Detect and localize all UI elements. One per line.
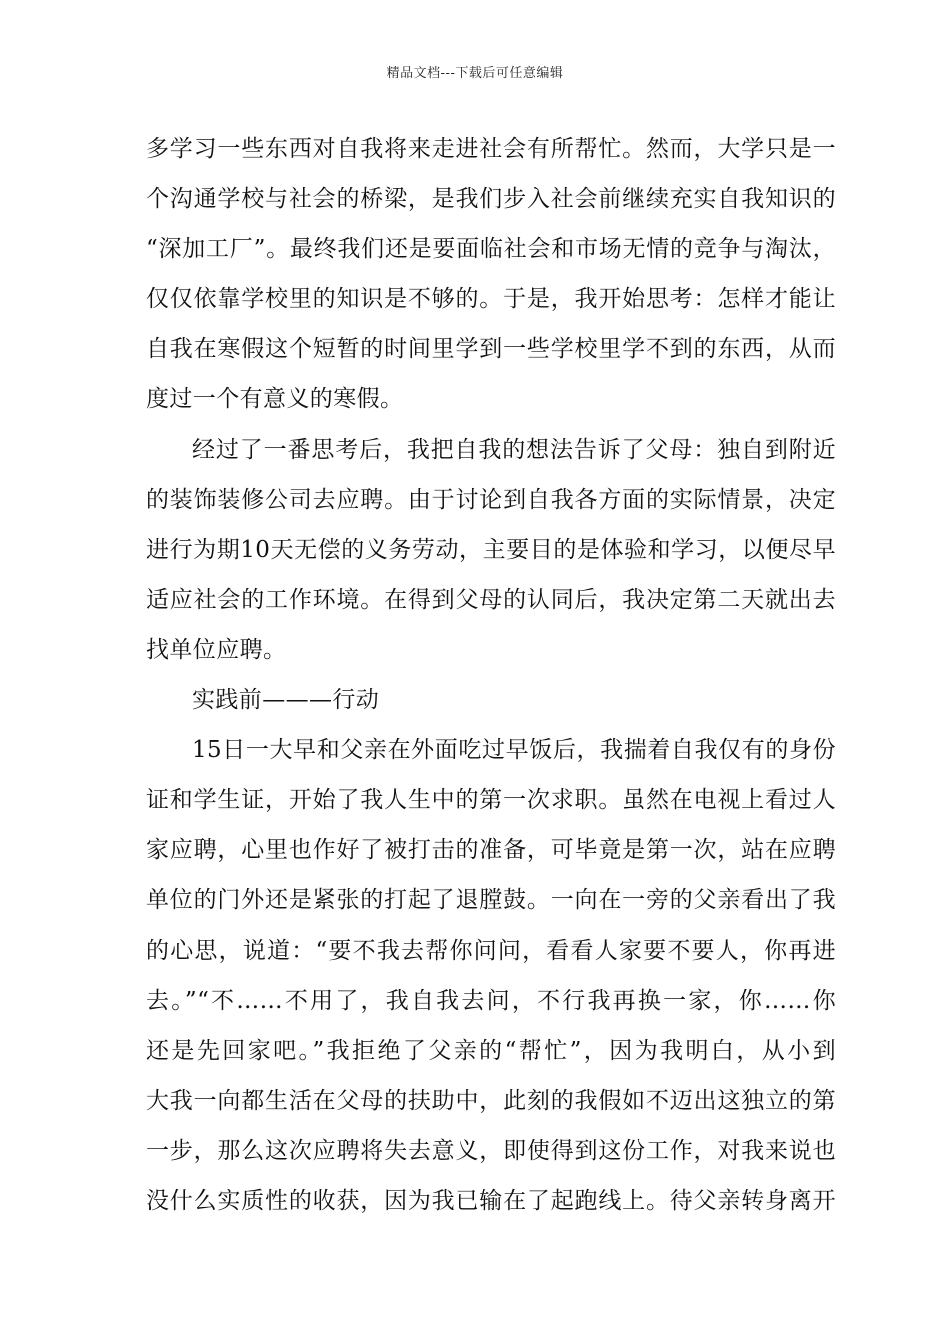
paragraph-1-line-6: 度过一个有意义的寒假。 [146,386,404,413]
paragraph-3-line-9: 一步，那么这次应聘将失去意义，即使得到这份工作，对我来说也 [146,1137,836,1164]
paragraph-3-line-2: 证和学生证，开始了我人生中的第一次求职。虽然在电视上看过人 [146,787,836,814]
paragraph-1-line-2: 个沟通学校与社会的桥梁，是我们步入社会前继续充实自我知识的 [146,186,836,213]
paragraph-2-line-5: 找单位应聘。 [146,636,287,663]
paragraph-1-line-5: 自我在寒假这个短暂的时间里学到一些学校里学不到的东西，从而 [146,336,836,363]
paragraph-2-line-1: 经过了一番思考后，我把自我的想法告诉了父母：独自到附近 [192,436,836,463]
paragraph-1-line-1: 多学习一些东西对自我将来走进社会有所帮忙。然而，大学只是一 [146,136,836,162]
paragraph-2-line-2: 的装饰装修公司去应聘。由于讨论到自我各方面的实际情景，决定 [146,486,836,513]
document-body [146,124,836,1226]
paragraph-3-line-4: 单位的门外还是紧张的打起了退膛鼓。一向在一旁的父亲看出了我 [146,887,836,914]
paragraph-1-line-4: 仅仅依靠学校里的知识是不够的。于是，我开始思考：怎样才能让 [146,286,836,313]
paragraph-2-line-4: 适应社会的工作环境。在得到父母的认同后，我决定第二天就出去 [146,586,836,613]
paragraph-3-line-5: 的心思，说道：“要不我去帮你问问，看看人家要不要人，你再进 [146,937,836,964]
paragraph-1-line-3: “深加工厂”。最终我们还是要面临社会和市场无情的竞争与淘汰， [146,236,836,263]
section-heading: 实践前———行动 [192,687,380,714]
paragraph-2-line-3: 进行为期10天无偿的义务劳动，主要目的是体验和学习，以便尽早 [146,536,836,563]
paragraph-3-line-6: 去。”“不……不用了，我自我去问，不行我再换一家，你……你 [146,987,836,1014]
paragraph-3-line-8: 大我一向都生活在父母的扶助中，此刻的我假如不迈出这独立的第 [146,1087,836,1114]
paragraph-3-line-3: 家应聘，心里也作好了被打击的准备，可毕竟是第一次，站在应聘 [146,837,836,864]
paragraph-3-line-10: 没什么实质性的收获，因为我已输在了起跑线上。待父亲转身离开 [146,1187,836,1214]
paragraph-3-line-7: 还是先回家吧。”我拒绝了父亲的“帮忙”，因为我明白，从小到 [146,1037,836,1064]
paragraph-3-line-1: 15日一大早和父亲在外面吃过早饭后，我揣着自我仅有的身份 [192,737,836,764]
page-header: 精品文档---下载后可任意编辑 [386,66,564,81]
